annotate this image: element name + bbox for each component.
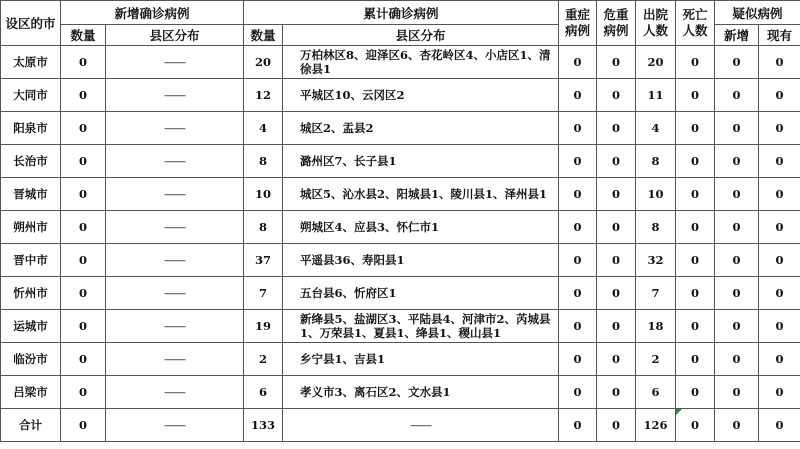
discharged-cell: 4: [636, 112, 676, 145]
cum-distribution-cell: 五台县6、忻府区1: [283, 277, 559, 310]
severe-cell: 0: [559, 376, 597, 409]
severe-cell: 0: [559, 145, 597, 178]
city-cell: 大同市: [1, 79, 61, 112]
table-row: [1, 145, 800, 178]
suspected-current-cell: 0: [759, 145, 800, 178]
suspected-new-cell: 0: [715, 145, 759, 178]
severe-cell: 0: [559, 409, 597, 442]
discharged-cell: 8: [636, 211, 676, 244]
severe-cell: 0: [559, 277, 597, 310]
new-count-cell: 0: [61, 376, 106, 409]
table-row: [1, 79, 800, 112]
table-row: [1, 310, 800, 343]
cum-distribution-cell: 朔城区4、应县3、怀仁市1: [283, 211, 559, 244]
header-suspected: 疑似病例: [715, 1, 800, 25]
suspected-current-cell: 0: [759, 376, 800, 409]
discharged-cell: 6: [636, 376, 676, 409]
header-suspected-new: 新增: [715, 25, 759, 46]
header-discharged: 出院 人数: [636, 1, 676, 46]
suspected-current-cell: 0: [759, 211, 800, 244]
cum-distribution-cell: 城区2、盂县2: [283, 112, 559, 145]
header-cumulative-confirmed: 累计确诊病例: [244, 1, 559, 25]
cum-count-cell: 19: [244, 310, 283, 343]
cum-count-cell: 2: [244, 343, 283, 376]
deaths-cell: 0: [676, 244, 715, 277]
header-severe: 重症 病例: [559, 1, 597, 46]
cum-count-cell: 8: [244, 145, 283, 178]
critical-cell: 0: [597, 409, 636, 442]
header-cum-distribution: 县区分布: [283, 25, 559, 46]
table-row: [1, 211, 800, 244]
suspected-new-cell: 0: [715, 79, 759, 112]
new-distribution-cell: ——: [106, 310, 244, 343]
new-count-cell: 0: [61, 178, 106, 211]
header-cum-count: 数量: [244, 25, 283, 46]
critical-cell: 0: [597, 277, 636, 310]
suspected-new-cell: 0: [715, 277, 759, 310]
new-count-cell: 0: [61, 343, 106, 376]
header-critical: 危重 病例: [597, 1, 636, 46]
suspected-current-cell: 0: [759, 46, 800, 79]
header-deaths: 死亡 人数: [676, 1, 715, 46]
city-cell: 朔州市: [1, 211, 61, 244]
cum-count-cell: 7: [244, 277, 283, 310]
suspected-new-cell: 0: [715, 112, 759, 145]
discharged-cell: 11: [636, 79, 676, 112]
severe-cell: 0: [559, 310, 597, 343]
deaths-cell: 0: [676, 46, 715, 79]
discharged-cell: 126: [636, 409, 676, 442]
header-suspected-current: 现有: [759, 25, 800, 46]
new-count-cell: 0: [61, 310, 106, 343]
critical-cell: 0: [597, 79, 636, 112]
suspected-current-cell: 0: [759, 409, 800, 442]
discharged-cell: 10: [636, 178, 676, 211]
discharged-cell: 7: [636, 277, 676, 310]
table-row: [1, 244, 800, 277]
header-district: 设区的市: [1, 1, 61, 46]
suspected-current-cell: 0: [759, 178, 800, 211]
critical-cell: 0: [597, 343, 636, 376]
deaths-cell: 0: [676, 277, 715, 310]
critical-cell: 0: [597, 310, 636, 343]
new-distribution-cell: ——: [106, 409, 244, 442]
cum-count-cell: 6: [244, 376, 283, 409]
city-cell: 阳泉市: [1, 112, 61, 145]
deaths-cell: 0: [676, 178, 715, 211]
header-new-confirmed: 新增确诊病例: [61, 1, 244, 25]
cum-distribution-cell: 平遥县36、寿阳县1: [283, 244, 559, 277]
new-distribution-cell: ——: [106, 211, 244, 244]
critical-cell: 0: [597, 46, 636, 79]
discharged-cell: 18: [636, 310, 676, 343]
critical-cell: 0: [597, 244, 636, 277]
cum-count-cell: 20: [244, 46, 283, 79]
new-count-cell: 0: [61, 79, 106, 112]
severe-cell: 0: [559, 79, 597, 112]
suspected-current-cell: 0: [759, 343, 800, 376]
cum-distribution-cell: 新绛县5、盐湖区3、平陆县4、河津市2、芮城县1、万荣县1、夏县1、绛县1、稷山县1: [283, 310, 559, 343]
deaths-cell: 0: [676, 211, 715, 244]
city-cell: 运城市: [1, 310, 61, 343]
city-cell: 忻州市: [1, 277, 61, 310]
critical-cell: 0: [597, 145, 636, 178]
severe-cell: 0: [559, 211, 597, 244]
suspected-new-cell: 0: [715, 343, 759, 376]
cum-distribution-cell: 乡宁县1、吉县1: [283, 343, 559, 376]
suspected-new-cell: 0: [715, 244, 759, 277]
cum-distribution-cell: 潞州区7、长子县1: [283, 145, 559, 178]
discharged-cell: 8: [636, 145, 676, 178]
header-new-distribution: 县区分布: [106, 25, 244, 46]
table-row: [1, 112, 800, 145]
suspected-new-cell: 0: [715, 178, 759, 211]
new-distribution-cell: ——: [106, 277, 244, 310]
suspected-current-cell: 0: [759, 79, 800, 112]
new-count-cell: 0: [61, 244, 106, 277]
suspected-new-cell: 0: [715, 310, 759, 343]
severe-cell: 0: [559, 244, 597, 277]
deaths-cell: 0: [676, 112, 715, 145]
discharged-cell: 32: [636, 244, 676, 277]
suspected-new-cell: 0: [715, 376, 759, 409]
suspected-current-cell: 0: [759, 112, 800, 145]
city-cell: 晋中市: [1, 244, 61, 277]
new-count-cell: 0: [61, 46, 106, 79]
city-cell: 吕梁市: [1, 376, 61, 409]
deaths-cell: 0: [676, 145, 715, 178]
new-distribution-cell: ——: [106, 376, 244, 409]
suspected-current-cell: 0: [759, 244, 800, 277]
city-cell: 晋城市: [1, 178, 61, 211]
city-cell: 长治市: [1, 145, 61, 178]
suspected-new-cell: 0: [715, 46, 759, 79]
cum-count-cell: 8: [244, 211, 283, 244]
cum-distribution-cell: 城区5、沁水县2、阳城县1、陵川县1、泽州县1: [283, 178, 559, 211]
cum-distribution-cell: 孝义市3、离石区2、文水县1: [283, 376, 559, 409]
cum-count-cell: 133: [244, 409, 283, 442]
cum-count-cell: 37: [244, 244, 283, 277]
severe-cell: 0: [559, 112, 597, 145]
deaths-cell: 0: [676, 310, 715, 343]
new-count-cell: 0: [61, 409, 106, 442]
new-count-cell: 0: [61, 145, 106, 178]
cum-count-cell: 10: [244, 178, 283, 211]
critical-cell: 0: [597, 376, 636, 409]
new-distribution-cell: ——: [106, 112, 244, 145]
new-distribution-cell: ——: [106, 244, 244, 277]
cum-distribution-cell: ——: [283, 409, 559, 442]
new-distribution-cell: ——: [106, 343, 244, 376]
cum-distribution-cell: 万柏林区8、迎泽区6、杏花岭区4、小店区1、清徐县1: [283, 46, 559, 79]
critical-cell: 0: [597, 178, 636, 211]
table-row: [1, 277, 800, 310]
discharged-cell: 2: [636, 343, 676, 376]
new-distribution-cell: ——: [106, 79, 244, 112]
header-row-1: [1, 1, 800, 25]
new-distribution-cell: ——: [106, 178, 244, 211]
cum-distribution-cell: 平城区10、云冈区2: [283, 79, 559, 112]
suspected-new-cell: 0: [715, 211, 759, 244]
new-count-cell: 0: [61, 277, 106, 310]
new-count-cell: 0: [61, 211, 106, 244]
severe-cell: 0: [559, 46, 597, 79]
header-new-count: 数量: [61, 25, 106, 46]
cell-comment-marker: [676, 409, 682, 415]
deaths-cell: 0: [676, 343, 715, 376]
new-distribution-cell: ——: [106, 46, 244, 79]
city-cell: 合计: [1, 409, 61, 442]
city-cell: 临汾市: [1, 343, 61, 376]
critical-cell: 0: [597, 112, 636, 145]
new-distribution-cell: ——: [106, 145, 244, 178]
severe-cell: 0: [559, 178, 597, 211]
cum-count-cell: 4: [244, 112, 283, 145]
severe-cell: 0: [559, 343, 597, 376]
cum-count-cell: 12: [244, 79, 283, 112]
city-cell: 太原市: [1, 46, 61, 79]
suspected-current-cell: 0: [759, 277, 800, 310]
deaths-cell: 0: [676, 79, 715, 112]
critical-cell: 0: [597, 211, 636, 244]
discharged-cell: 20: [636, 46, 676, 79]
table-row: [1, 343, 800, 376]
total-row: [1, 409, 800, 442]
deaths-cell: 0: [676, 376, 715, 409]
suspected-current-cell: 0: [759, 310, 800, 343]
deaths-cell: 0: [676, 409, 715, 442]
suspected-new-cell: 0: [715, 409, 759, 442]
table-row: [1, 178, 800, 211]
new-count-cell: 0: [61, 112, 106, 145]
table-row: [1, 46, 800, 79]
table-row: [1, 376, 800, 409]
